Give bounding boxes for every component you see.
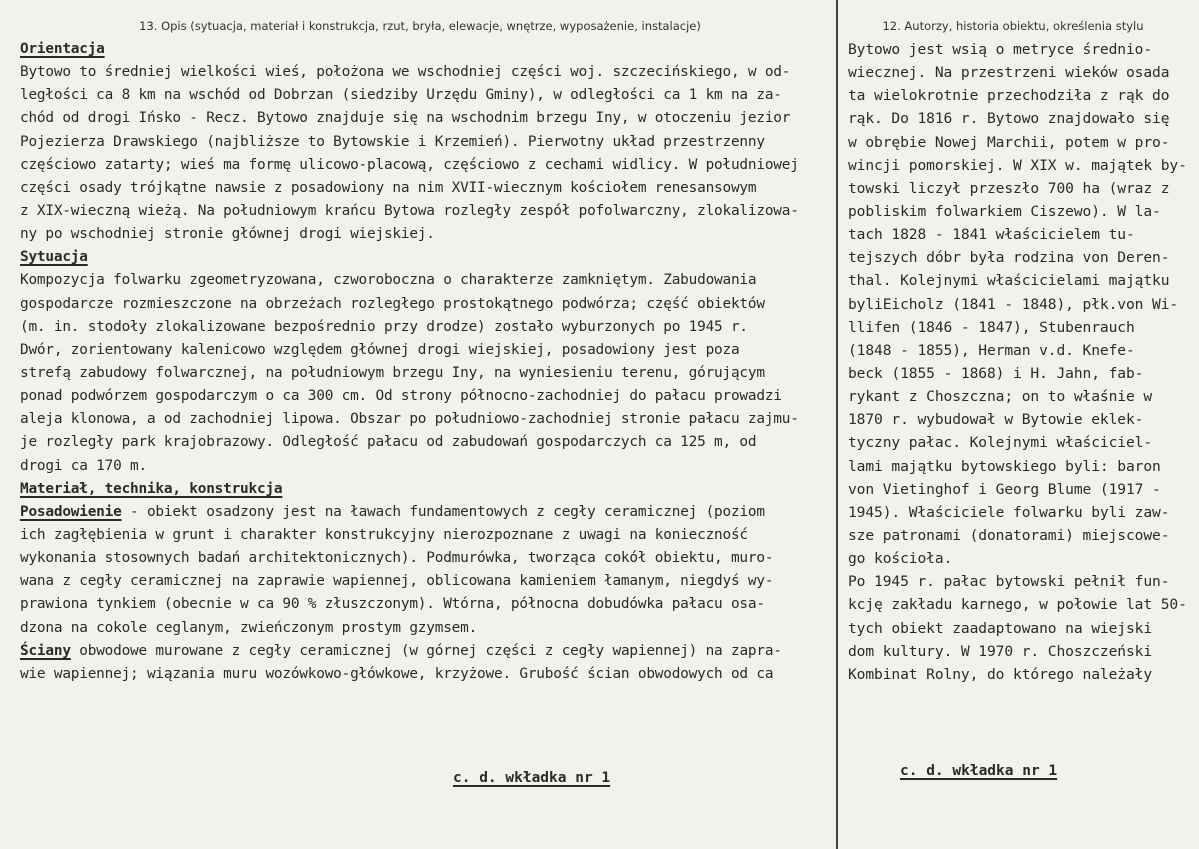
text-line: dom kultury. W 1970 r. Choszczeński: [848, 642, 1153, 660]
text-line: drogi ca 170 m.: [20, 457, 147, 474]
history-column: [848, 14, 1187, 686]
posadowienie-label: Posadowienie: [20, 503, 122, 520]
text-line: von Vietinghof i Georg Blume (1917 -: [848, 480, 1161, 498]
sciany-label: Ściany: [20, 642, 71, 659]
history-paragraph: [848, 38, 1187, 686]
sciany-paragraph: [20, 663, 820, 686]
text-line: rąk. Do 1816 r. Bytowo znajdowało się: [848, 110, 1170, 128]
text-line: byliEicholz (1841 - 1848), płk.von Wi-: [848, 295, 1179, 313]
text-line: częściowo zatarty; wieś ma formę ulicowo-placową, częściowo z cechami widlicy. W południowej: [20, 156, 799, 173]
text-line: ich zagłębienia w grunt i charakter konstrukcyjny nierozpoznane z uwagi na konieczność: [20, 526, 748, 543]
text-line: Dwór, zorientowany kalenicowo względem głównej drogi wiejskiej, posadowiony jest poza: [20, 341, 740, 358]
sciany-first-line: [20, 640, 820, 663]
text-line: kcję zakładu karnego, w połowie lat 50-: [848, 596, 1187, 614]
text-line: wana z cegły ceramicznej na zaprawie wapiennej, oblicowana kamieniem łamanym, niegdyś wy-: [20, 573, 774, 590]
posadowienie-text: - obiekt osadzony jest na ławach fundamentowych z cegły ceramicznej (poziom: [121, 503, 765, 520]
continued-note-left: c. d. wkładka nr 1: [453, 770, 611, 786]
text-line: wie wapiennej; wiązania muru wozówkowo-główkowe, krzyżowe. Grubość ścian obwodowych od ca: [20, 665, 774, 682]
text-line: części osady trójkątne nawsie z posadowiony na nim XVII-wiecznym kościołem renesansowym: [20, 179, 757, 196]
text-line: Kompozycja folwarku zgeometryzowana, czworoboczna o charakterze zamkniętym. Zabudowania: [20, 272, 757, 289]
text-line: ponad podwórzem gospodarczym o ca 300 cm. Od strony północno-zachodniej do pałacu prowadzi: [20, 388, 782, 405]
text-line: thal. Kolejnymi właścicielami majątku: [848, 272, 1170, 290]
sytuacja-paragraph: [20, 269, 820, 477]
text-line: Pojezierza Drawskiego (najbliższe to Bytowskie i Krzemień). Pierwotny układ przestrzenny: [20, 133, 765, 150]
text-line: aleja klonowa, a od zachodniej lipowa. Obszar po południowo-zachodniej stronie pałacu zajmu-: [20, 411, 799, 428]
text-line: Bytowo jest wsią o metryce średnio-: [848, 41, 1153, 58]
text-line: 1945). Właściciele folwarku byli zaw-: [848, 503, 1170, 521]
text-line: ległości ca 8 km na wschód od Dobrzan (siedziby Urzędu Gminy), w odległości ca 1 km na za-: [20, 87, 782, 104]
text-line: rykant z Choszczna; on to właśnie w: [848, 388, 1153, 406]
section-heading-orientacja: Orientacja: [20, 41, 105, 57]
text-line: Kombinat Rolny, do którego należały: [848, 665, 1153, 683]
text-line: dzona na cokole ceglanym, zwieńczonym prostym gzymsem.: [20, 619, 478, 636]
text-line: beck (1855 - 1868) i H. Jahn, fab-: [848, 364, 1144, 382]
posadowienie-first-line: [20, 501, 820, 524]
text-line: (1848 - 1855), Herman v.d. Knefe-: [848, 341, 1135, 359]
text-line: tych obiekt zaadaptowano na wiejski: [848, 619, 1153, 637]
section-heading-material: Materiał, technika, konstrukcja: [20, 480, 283, 497]
text-line: z XIX-wieczną wieżą. Na południowym krańcu Bytowa rozległy zespół pofolwarczny, zlokalizowa-: [20, 202, 799, 219]
posadowienie-paragraph: [20, 524, 820, 640]
column-divider: [836, 0, 838, 849]
text-line: Po 1945 r. pałac bytowski pełnił fun-: [848, 573, 1170, 591]
text-line: tyczny pałac. Kolejnymi właściciel-: [848, 434, 1153, 452]
text-line: pobliskim folwarkiem Ciszewo). W la-: [848, 202, 1161, 220]
text-line: wykonania stosownych badań architektonicznych). Podmurówka, tworząca cokół obiektu, muro-: [20, 550, 774, 567]
text-line: go kościoła.: [848, 550, 953, 568]
continued-note-right: c. d. wkładka nr 1: [900, 763, 1058, 779]
orientacja-paragraph: [20, 61, 820, 246]
sciany-text: obwodowe murowane z cegły ceramicznej (w górnej części z cegły wapiennej) na zapra-: [70, 642, 782, 659]
text-line: prawiona tynkiem (obecnie w ca 90 % złuszczonym). Wtórna, północna dobudówka pałacu osa-: [20, 596, 765, 613]
text-line: w obrębie Nowej Marchii, potem w pro-: [848, 133, 1170, 151]
history-header: 12. Autorzy, historia obiektu, określenia stylu: [882, 19, 1144, 33]
description-header: 13. Opis (sytuacja, materiał i konstrukcja, rzut, bryła, elewacje, wnętrze, wyposażenie, instalacje): [139, 19, 701, 33]
text-line: tejszych dóbr była rodzina von Deren-: [848, 249, 1170, 267]
text-line: je rozległy park krajobrazowy. Odległość pałacu od zabudowań gospodarczych ca 125 m, od: [20, 434, 757, 451]
text-line: chód od drogi Ińsko - Recz. Bytowo znajduje się na wschodnim brzegu Iny, w otoczeniu jezior: [20, 110, 791, 127]
text-line: (m. in. stodoły zlokalizowane bezpośrednio przy drodze) zostało wyburzonych po 1945 r.: [20, 318, 748, 335]
section-heading-sytuacja: Sytuacja: [20, 249, 88, 266]
text-line: 1870 r. wybudował w Bytowie eklek-: [848, 411, 1144, 429]
text-line: ny po wschodniej stronie głównej drogi wiejskiej.: [20, 226, 435, 243]
text-line: tach 1828 - 1841 właścicielem tu-: [848, 226, 1135, 244]
text-line: sze patronami (donatorami) miejscowe-: [848, 526, 1170, 544]
description-column: [20, 14, 820, 686]
text-line: llifen (1846 - 1847), Stubenrauch: [848, 318, 1135, 336]
text-line: wincji pomorskiej. W XIX w. majątek by-: [848, 156, 1187, 174]
text-line: Bytowo to średniej wielkości wieś, położona we wschodniej części woj. szczecińskiego, w od-: [20, 64, 791, 81]
text-line: wiecznej. Na przestrzeni wieków osada: [848, 64, 1170, 82]
text-line: gospodarcze rozmieszczone na obrzeżach rozległego prostokątnego podwórza; część obiektów: [20, 295, 765, 312]
text-line: strefą zabudowy folwarcznej, na południowym brzegu Iny, na wyniesieniu terenu, górującym: [20, 364, 765, 381]
text-line: ta wielokrotnie przechodziła z rąk do: [848, 87, 1170, 105]
text-line: lami majątku bytowskiego byli: baron: [848, 457, 1161, 475]
text-line: towski liczył przeszło 700 ha (wraz z: [848, 179, 1170, 197]
